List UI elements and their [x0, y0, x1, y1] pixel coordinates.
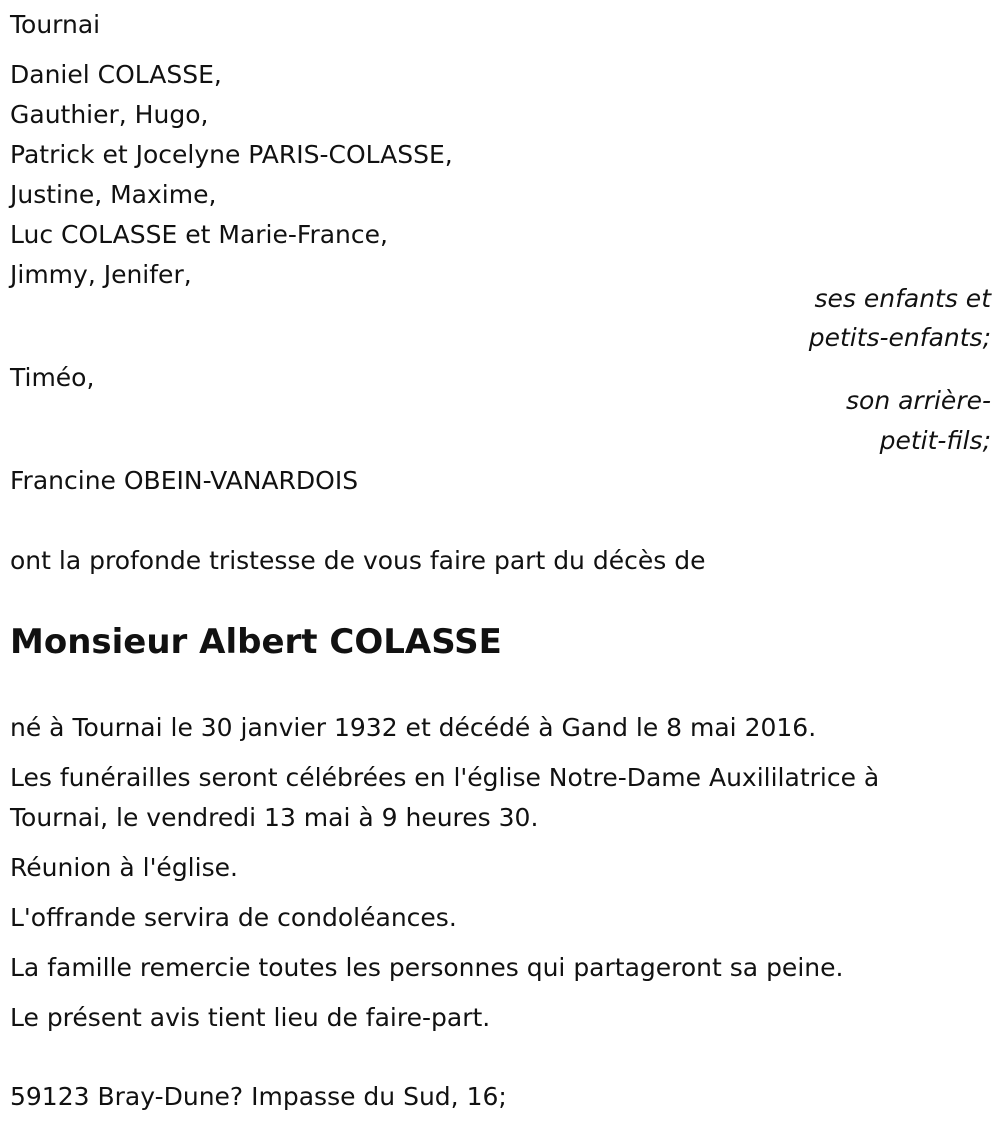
address-text: 59123 Bray-Dune? Impasse du Sud, 16; — [10, 1082, 507, 1111]
family-line: Patrick et Jocelyne PARIS-COLASSE, — [10, 140, 453, 169]
family-line: Daniel COLASSE, — [10, 60, 222, 89]
relation-children-line: ses enfants et — [814, 284, 991, 313]
relation-children-line: petits-enfants; — [808, 323, 991, 352]
meeting-text: Réunion à l'église. — [10, 853, 238, 882]
funeral-line: Tournai, le vendredi 13 mai à 9 heures 30. — [10, 803, 539, 832]
funeral-line: Les funérailles seront célébrées en l'église Notre-Dame Auxililatrice à — [10, 763, 880, 792]
city-heading: Tournai — [10, 10, 101, 39]
announcement-text: ont la profonde tristesse de vous faire part du décès de — [10, 546, 706, 575]
offering-text: L'offrande servira de condoléances. — [10, 903, 457, 932]
relation-great-grandchild-line: son arrière- — [846, 386, 991, 415]
thanks-text: La famille remercie toutes les personnes qui partageront sa peine. — [10, 953, 844, 982]
family-line: Justine, Maxime, — [10, 180, 217, 209]
family-line: Gauthier, Hugo, — [10, 100, 209, 129]
notice-text: Le présent avis tient lieu de faire-part. — [10, 1003, 491, 1032]
relation-great-grandchild-line: petit-fils; — [879, 426, 991, 455]
companion-name: Francine OBEIN-VANARDOIS — [10, 466, 359, 495]
family-line: Luc COLASSE et Marie-France, — [10, 220, 388, 249]
deceased-name: Monsieur Albert COLASSE — [10, 622, 502, 662]
birth-death-text: né à Tournai le 30 janvier 1932 et décédé à Gand le 8 mai 2016. — [10, 713, 817, 742]
great-grandchild-name: Timéo, — [10, 363, 95, 392]
family-line: Jimmy, Jenifer, — [10, 260, 192, 289]
